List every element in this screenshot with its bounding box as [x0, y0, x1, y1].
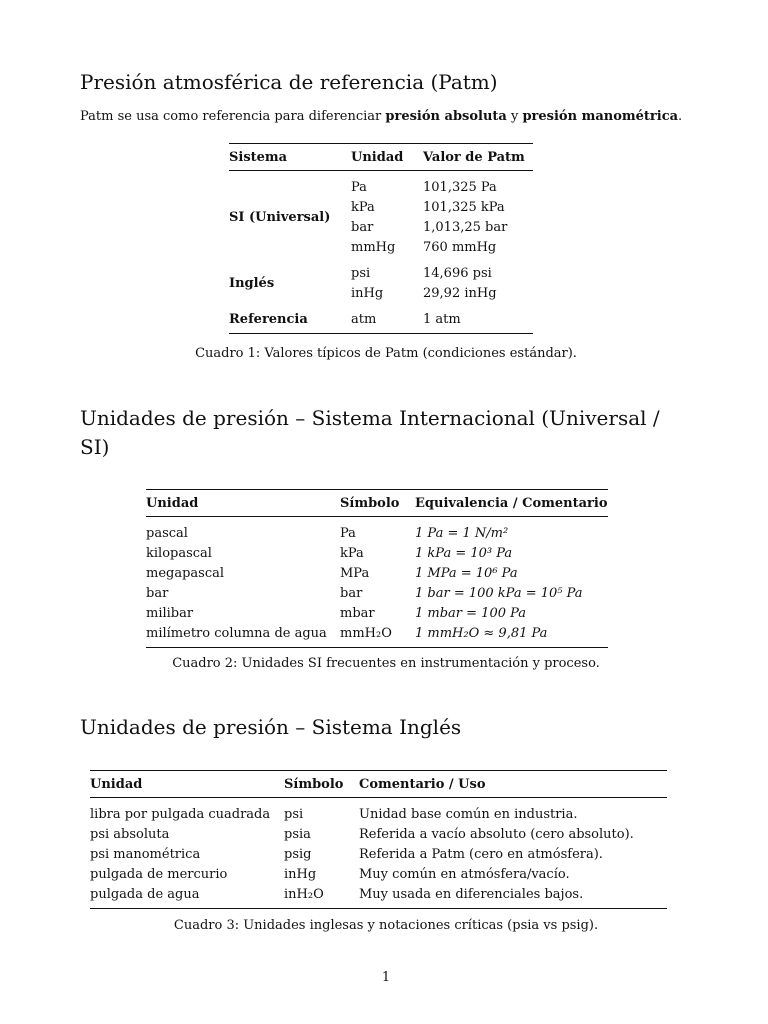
value-cell: 14,696 psi [423, 265, 492, 281]
unit-cell: inHg [351, 285, 384, 301]
section-title-patm: Presión atmosférica de referencia (Patm) [80, 70, 498, 94]
page-number: 1 [381, 970, 391, 985]
table-row [146, 583, 608, 603]
unit-cell: pascal [146, 525, 188, 541]
value-cell: 1,013,25 bar [423, 219, 508, 235]
intro-text: . [678, 109, 683, 124]
comment-cell: Referida a Patm (cero en atmósfera). [359, 846, 603, 862]
value-cell: 101,325 Pa [423, 179, 497, 195]
unit-cell: atm [351, 311, 377, 327]
unit-cell: mmHg [351, 239, 396, 255]
symbol-cell: bar [340, 585, 363, 601]
equivalence-cell: 1 MPa = 10⁶ Pa [415, 565, 518, 581]
document-page [80, 0, 692, 1024]
table-row [90, 864, 667, 884]
unit-cell: megapascal [146, 565, 225, 581]
table-caption-2: Cuadro 2: Unidades SI frecuentes en instrumentación y proceso. [172, 656, 600, 671]
symbol-cell: inHg [284, 866, 317, 882]
english-units-table [90, 770, 667, 909]
unit-cell: Pa [351, 179, 367, 195]
patm-table [229, 143, 533, 334]
value-cell: 1 atm [423, 311, 461, 327]
value-cell: 29,92 inHg [423, 285, 497, 301]
unit-cell: psi manométrica [90, 846, 201, 862]
symbol-cell: mmH₂O [340, 625, 392, 641]
value-cell: 101,325 kPa [423, 199, 505, 215]
table-row [229, 171, 533, 198]
table-row [146, 623, 608, 648]
table-row [90, 844, 667, 864]
header-unidad: Unidad [146, 490, 340, 517]
system-label: SI (Universal) [229, 209, 331, 225]
header-unidad: Unidad [90, 771, 284, 798]
unit-cell: pulgada de mercurio [90, 866, 228, 882]
symbol-cell: inH₂O [284, 886, 324, 902]
comment-cell: Muy usada en diferenciales bajos. [359, 886, 584, 902]
table-row [146, 543, 608, 563]
symbol-cell: MPa [340, 565, 370, 581]
header-comentario: Comentario / Uso [359, 771, 667, 798]
symbol-cell: psi [284, 806, 304, 822]
table-caption-1: Cuadro 1: Valores típicos de Patm (condiciones estándar). [195, 346, 577, 361]
table-row [229, 303, 533, 334]
intro-text: Patm se usa como referencia para diferenciar [80, 109, 386, 124]
intro-bold-manometrica: presión manométrica [522, 109, 679, 124]
unit-cell: psi [351, 265, 371, 281]
unit-cell: kPa [351, 199, 375, 215]
header-sistema: Sistema [229, 144, 351, 171]
table-header-row [90, 771, 667, 798]
symbol-cell: psia [284, 826, 311, 842]
header-valor: Valor de Patm [423, 144, 533, 171]
comment-cell: Muy común en atmósfera/vacío. [359, 866, 570, 882]
equivalence-cell: 1 mmH₂O ≈ 9,81 Pa [415, 625, 548, 641]
symbol-cell: Pa [340, 525, 356, 541]
table-row [90, 884, 667, 909]
table-header-row [229, 144, 533, 171]
symbol-cell: kPa [340, 545, 364, 561]
section-title-ingles: Unidades de presión – Sistema Inglés [80, 715, 462, 739]
system-label: Referencia [229, 311, 308, 327]
unit-cell: milímetro columna de agua [146, 625, 327, 641]
section-title-si: Unidades de presión – Sistema Internacional (Universal / SI) [80, 406, 660, 459]
header-unidad: Unidad [351, 144, 423, 171]
unit-cell: kilopascal [146, 545, 212, 561]
intro-paragraph [80, 108, 682, 126]
unit-cell: bar [351, 219, 374, 235]
equivalence-cell: 1 bar = 100 kPa = 10⁵ Pa [415, 585, 583, 601]
intro-bold-absoluta: presión absoluta [385, 109, 507, 124]
header-simbolo: Símbolo [284, 771, 359, 798]
table-header-row [146, 490, 608, 517]
unit-cell: pulgada de agua [90, 886, 200, 902]
comment-cell: Unidad base común en industria. [359, 806, 578, 822]
equivalence-cell: 1 kPa = 10³ Pa [415, 545, 513, 561]
table-row [90, 798, 667, 825]
unit-cell: bar [146, 585, 169, 601]
system-label: Inglés [229, 275, 275, 291]
equivalence-cell: 1 mbar = 100 Pa [415, 605, 527, 621]
table-row [90, 824, 667, 844]
symbol-cell: mbar [340, 605, 375, 621]
table-caption-3: Cuadro 3: Unidades inglesas y notaciones críticas (psia vs psig). [173, 918, 599, 933]
header-simbolo: Símbolo [340, 490, 415, 517]
unit-cell: psi absoluta [90, 826, 170, 842]
table-row [146, 563, 608, 583]
unit-cell: milibar [146, 605, 194, 621]
value-cell: 760 mmHg [423, 239, 497, 255]
unit-cell: libra por pulgada cuadrada [90, 806, 271, 822]
equivalence-cell: 1 Pa = 1 N/m² [415, 525, 509, 541]
symbol-cell: psig [284, 846, 312, 862]
header-equivalencia: Equivalencia / Comentario [415, 490, 608, 517]
table-row [146, 603, 608, 623]
si-units-table [146, 489, 608, 648]
table-row [229, 257, 533, 283]
comment-cell: Referida a vacío absoluto (cero absoluto). [359, 826, 634, 842]
table-row [146, 517, 608, 544]
intro-text: y [506, 109, 523, 124]
